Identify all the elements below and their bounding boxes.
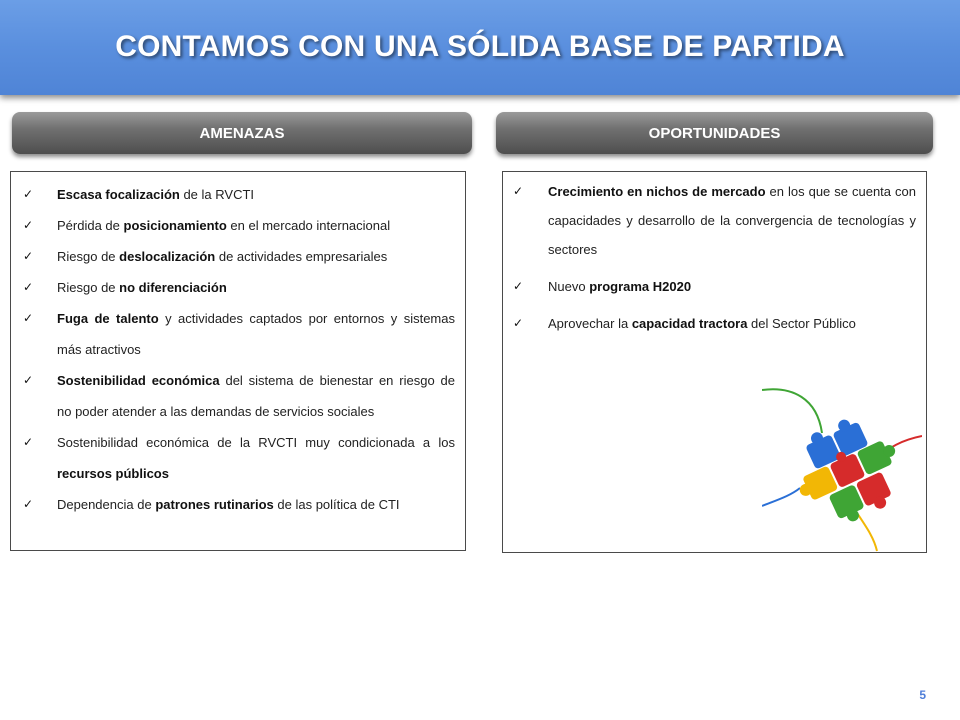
list-item	[513, 272, 916, 301]
bold-text: Escasa focalización	[57, 187, 180, 202]
item-text: del Sector Público	[747, 316, 856, 331]
checkmark-icon: ✓	[513, 184, 524, 198]
slide-title: CONTAMOS CON UNA SÓLIDA BASE DE PARTIDA	[115, 29, 845, 63]
checkmark-icon: ✓	[23, 497, 34, 511]
bold-text: capacidad tractora	[631, 316, 748, 331]
list-item	[23, 427, 455, 489]
item-text: Sostenibilidad económica de la RVCTI muy condicionada a los	[57, 435, 455, 450]
amenazas-list-box	[10, 171, 466, 551]
puzzle-pieces-icon	[762, 388, 922, 553]
checkmark-icon: ✓	[23, 373, 34, 387]
list-item	[23, 179, 455, 210]
bold-text: deslocalización	[119, 249, 216, 264]
bold-text: recursos públicos	[57, 466, 169, 481]
item-text: Dependencia de	[57, 497, 156, 512]
checkmark-icon: ✓	[513, 279, 524, 293]
oportunidades-list	[503, 172, 926, 338]
list-item	[23, 241, 455, 272]
item-text: de actividades empresariales	[215, 249, 388, 264]
checkmark-icon: ✓	[23, 249, 34, 263]
amenazas-header: AMENAZAS	[12, 112, 472, 154]
bold-text: Sostenibilidad económica	[57, 373, 220, 388]
list-item	[23, 365, 455, 427]
list-item	[23, 272, 455, 303]
item-text: en los que se cuenta con capacidades y desarrollo de la convergencia de tecnologías y sectores	[548, 184, 916, 257]
checkmark-icon: ✓	[23, 187, 34, 201]
title-bar	[0, 0, 960, 95]
item-text: Nuevo	[548, 279, 590, 294]
list-item	[23, 489, 455, 520]
bold-text: programa H2020	[589, 279, 692, 294]
list-item	[23, 210, 455, 241]
list-item	[23, 303, 455, 365]
item-text: Riesgo de	[57, 249, 120, 264]
checkmark-icon: ✓	[23, 311, 34, 325]
bold-text: Fuga de talento	[57, 311, 159, 326]
checkmark-icon: ✓	[513, 316, 524, 330]
bold-text: no diferenciación	[119, 280, 227, 295]
list-item	[513, 309, 916, 338]
checkmark-icon: ✓	[23, 218, 34, 232]
item-text: Pérdida de	[57, 218, 124, 233]
item-text: y actividades captados por entornos y sistemas más atractivos	[57, 311, 455, 357]
item-text: del sistema de bienestar en riesgo de no poder atender a las demandas de servicios sociales	[57, 373, 455, 419]
item-text: Aprovechar la	[548, 316, 632, 331]
list-item	[513, 177, 916, 264]
checkmark-icon: ✓	[23, 280, 34, 294]
item-text: Riesgo de	[57, 280, 120, 295]
page-number: 5	[919, 688, 926, 702]
amenazas-list	[11, 172, 465, 520]
item-text: de las política de CTI	[273, 497, 400, 512]
checkmark-icon: ✓	[23, 435, 34, 449]
bold-text: patrones rutinarios	[155, 497, 274, 512]
oportunidades-header: OPORTUNIDADES	[496, 112, 933, 154]
item-text: en el mercado internacional	[226, 218, 391, 233]
item-text: de la RVCTI	[179, 187, 255, 202]
bold-text: posicionamiento	[123, 218, 227, 233]
bold-text: Crecimiento en nichos de mercado	[548, 184, 766, 199]
